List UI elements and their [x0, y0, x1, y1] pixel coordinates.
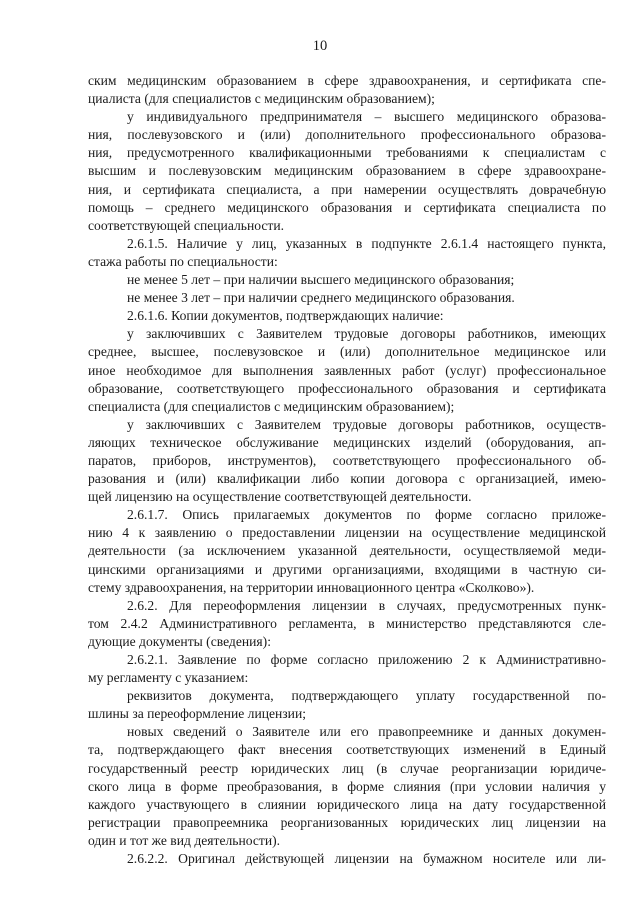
text-line: специалиста (для специалистов с медицинским образованием);: [88, 398, 455, 414]
text-line: у индивидуального предпринимателя – высшего медицинского образова-: [127, 109, 606, 125]
text-line: шлины за переоформление лицензии;: [88, 706, 307, 722]
text-line: ния, и сертификата специалиста, а при намерении осуществлять доврачебную: [88, 181, 606, 197]
text-line: один и тот же вид деятельности).: [88, 832, 281, 848]
text-line: среднее, высшее, послевузовское и (или) дополнительное медицинское или: [88, 344, 606, 360]
text-line: та, подтверждающего факт внесения соответствующих изменений в Единый: [88, 742, 606, 758]
text-line: 2.6.2.1. Заявление по форме согласно приложению 2 к Административно-: [127, 652, 606, 667]
text-line: щей лицензию на осуществление соответствующей деятельности.: [88, 489, 472, 505]
text-line: ского лица в форме преобразования, в форме слияния (при условии наличия у: [88, 778, 606, 794]
text-line: цинскими организациями и другими организациями, входящими в частную си-: [88, 561, 606, 577]
text-line: паратов, приборов, инструментов), соответствующего профессионального об-: [88, 452, 606, 468]
text-line: дующие документы (сведения):: [88, 633, 271, 649]
text-line: стему здравоохранения, на территории инновационного центра «Сколково»).: [88, 579, 535, 595]
text-line: не менее 3 лет – при наличии среднего медицинского образования.: [127, 290, 515, 306]
text-line: образование, соответствующего профессионального образования и сертификата: [88, 380, 606, 396]
text-line: у заключивших с Заявителем трудовые договоры работников, осуществ-: [127, 416, 606, 432]
text-line: 2.6.2.2. Оригинал действующей лицензии на бумажном носителе или ли-: [127, 851, 606, 867]
text-line: стажа работы по специальности:: [88, 253, 278, 269]
text-line: государственный реестр юридических лиц (в случае реорганизации юридиче-: [88, 760, 606, 776]
text-line: разования и (или) квалификации либо копии договора с организацией, имею-: [88, 471, 606, 487]
text-line: циалиста (для специалистов с медицинским образованием);: [88, 91, 435, 107]
text-line: новых сведений о Заявителе или его правопреемнике и данных докумен-: [127, 724, 606, 740]
text-line: нию 4 к заявлению о предоставлении лицензии на осуществление медицинской: [88, 525, 606, 541]
text-line: 2.6.1.6. Копии документов, подтверждающих наличие:: [127, 308, 444, 324]
text-line: иное необходимое для выполнения заявленных работ (услуг) профессиональное: [88, 362, 606, 378]
text-line: деятельности (за исключением указанной деятельности, осуществляемой меди-: [88, 543, 606, 559]
text-line: ляющих техническое обслуживание медицинских изделий (оборудования, ап-: [88, 434, 606, 450]
text-line: 2.6.2. Для переоформления лицензии в случаях, предусмотренных пунк-: [127, 597, 606, 613]
text-line: 2.6.1.5. Наличие у лиц, указанных в подпункте 2.6.1.4 настоящего пункта,: [127, 235, 606, 251]
text-line: высшим и послевузовским медицинским образованием в сфере здравоохране-: [88, 163, 606, 179]
text-line: ским медицинским образованием в сфере здравоохранения, и сертификата спе-: [88, 73, 606, 88]
text-line: том 2.4.2 Административного регламента, в министерство представляются сле-: [88, 615, 606, 631]
text-line: 2.6.1.7. Опись прилагаемых документов по форме согласно приложе-: [127, 507, 606, 523]
text-line: помощь – среднего медицинского образования и сертификата специалиста по: [88, 199, 606, 215]
text-line: не менее 5 лет – при наличии высшего медицинского образования;: [127, 272, 515, 288]
body-text: [88, 72, 606, 868]
page-number: 10: [312, 38, 328, 54]
text-line: ния, послевузовского и (или) дополнительного профессионального образова-: [88, 127, 606, 143]
text-line: реквизитов документа, подтверждающего уплату государственной по-: [127, 688, 606, 704]
text-line: регистрации правопреемника реорганизованных юридических лиц лицензии на: [88, 814, 606, 830]
text-line: ния, предусмотренного квалификационными требованиями к специалистам с: [88, 145, 606, 161]
text-line: у заключивших с Заявителем трудовые договоры работников, имеющих: [127, 326, 606, 342]
text-line: соответствующей специальности.: [88, 217, 285, 233]
text-line: каждого участвующего в слиянии юридического лица на дату государственной: [88, 796, 606, 812]
text-line: му регламенту с указанием:: [88, 670, 249, 686]
